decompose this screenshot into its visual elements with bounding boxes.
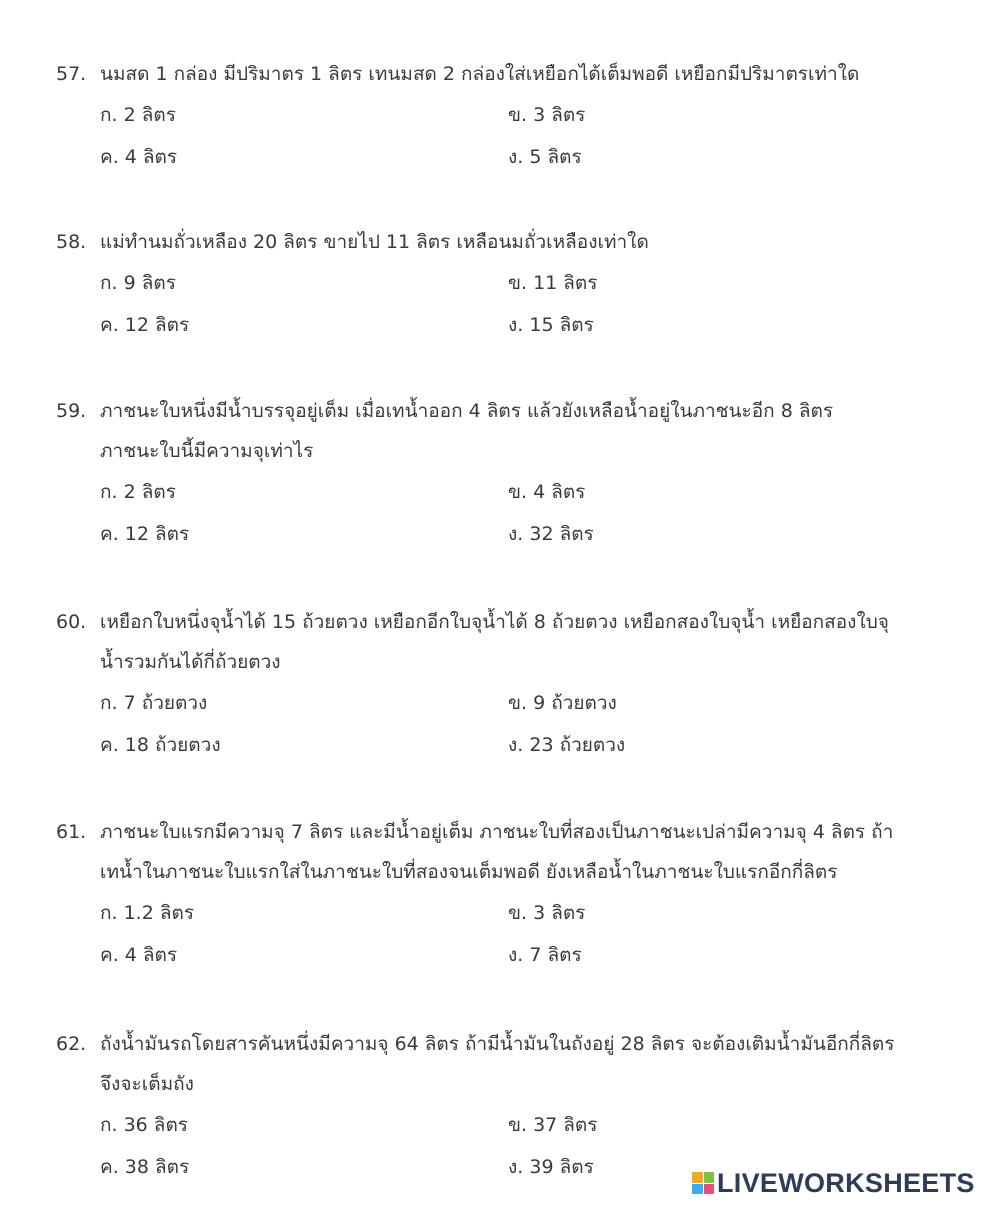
question-text-continued: น้ำรวมกันได้กี่ถ้วยตวง [100,651,281,673]
question-57 [56,54,956,178]
option-d[interactable]: ง. 32 ลิตร [508,523,594,545]
brand-name: LIVEWORKSHEETS [717,1167,975,1198]
option-b[interactable]: ข. 3 ลิตร [508,902,586,924]
option-a[interactable]: ก. 36 ลิตร [100,1114,188,1136]
question-text: ภาชนะใบหนึ่งมีน้ำบรรจุอยู่เต็ม เมื่อเทน้ำออก 4 ลิตร แล้วยังเหลือน้ำอยู่ในภาชนะอีก 8 ลิตร [100,400,834,422]
question-text: เหยือกใบหนึ่งจุน้ำได้ 15 ถ้วยตวง เหยือกอีกใบจุน้ำได้ 8 ถ้วยตวง เหยือกสองใบจุน้ำ เหยือกสองใบจุ [100,611,889,633]
option-d[interactable]: ง. 39 ลิตร [508,1156,594,1178]
option-a[interactable]: ก. 1.2 ลิตร [100,902,195,924]
question-61 [56,812,956,976]
option-a[interactable]: ก. 2 ลิตร [100,481,176,503]
option-c[interactable]: ค. 4 ลิตร [100,944,178,966]
question-62 [56,1024,956,1188]
question-number: 60. [56,611,87,633]
option-c[interactable]: ค. 18 ถ้วยตวง [100,734,221,756]
option-d[interactable]: ง. 15 ลิตร [508,314,594,336]
option-a[interactable]: ก. 9 ลิตร [100,272,176,294]
question-58 [56,222,956,346]
question-59 [56,391,956,555]
option-c[interactable]: ค. 12 ลิตร [100,523,190,545]
option-a[interactable]: ก. 2 ลิตร [100,104,176,126]
option-c[interactable]: ค. 38 ลิตร [100,1156,190,1178]
option-b[interactable]: ข. 11 ลิตร [508,272,598,294]
option-b[interactable]: ข. 9 ถ้วยตวง [508,692,617,714]
option-c[interactable]: ค. 12 ลิตร [100,314,190,336]
question-number: 58. [56,231,87,253]
question-60 [56,602,956,766]
question-text: นมสด 1 กล่อง มีปริมาตร 1 ลิตร เทนมสด 2 กล่องใส่เหยือกได้เต็มพอดี เหยือกมีปริมาตรเท่าใด [100,63,860,85]
option-d[interactable]: ง. 5 ลิตร [508,146,582,168]
question-text-continued: จึงจะเต็มถัง [100,1073,194,1095]
question-text: ภาชนะใบแรกมีความจุ 7 ลิตร และมีน้ำอยู่เต็ม ภาชนะใบที่สองเป็นภาชนะเปล่ามีความจุ 4 ลิตร ถ้า [100,821,894,843]
option-a[interactable]: ก. 7 ถ้วยตวง [100,692,208,714]
option-c[interactable]: ค. 4 ลิตร [100,146,178,168]
question-text: ถังน้ำมันรถโดยสารคันหนึ่งมีความจุ 64 ลิตร ถ้ามีน้ำมันในถังอยู่ 28 ลิตร จะต้องเติมน้ำมันอีกกี่ลิตร [100,1033,895,1055]
option-b[interactable]: ข. 4 ลิตร [508,481,586,503]
question-text: แม่ทำนมถั่วเหลือง 20 ลิตร ขายไป 11 ลิตร เหลือนมถั่วเหลืองเท่าใด [100,231,649,253]
question-text-continued: ภาชนะใบนี้มีความจุเท่าไร [100,440,314,462]
question-number: 59. [56,400,87,422]
liveworksheets-icon [692,1172,714,1194]
question-number: 57. [56,63,87,85]
liveworksheets-logo [692,1167,975,1199]
option-d[interactable]: ง. 7 ลิตร [508,944,582,966]
question-number: 62. [56,1033,87,1055]
option-d[interactable]: ง. 23 ถ้วยตวง [508,734,626,756]
question-text-continued: เทน้ำในภาชนะใบแรกใส่ในภาชนะใบที่สองจนเต็มพอดี ยังเหลือน้ำในภาชนะใบแรกอีกกี่ลิตร [100,861,838,883]
option-b[interactable]: ข. 3 ลิตร [508,104,586,126]
option-b[interactable]: ข. 37 ลิตร [508,1114,598,1136]
question-number: 61. [56,821,87,843]
